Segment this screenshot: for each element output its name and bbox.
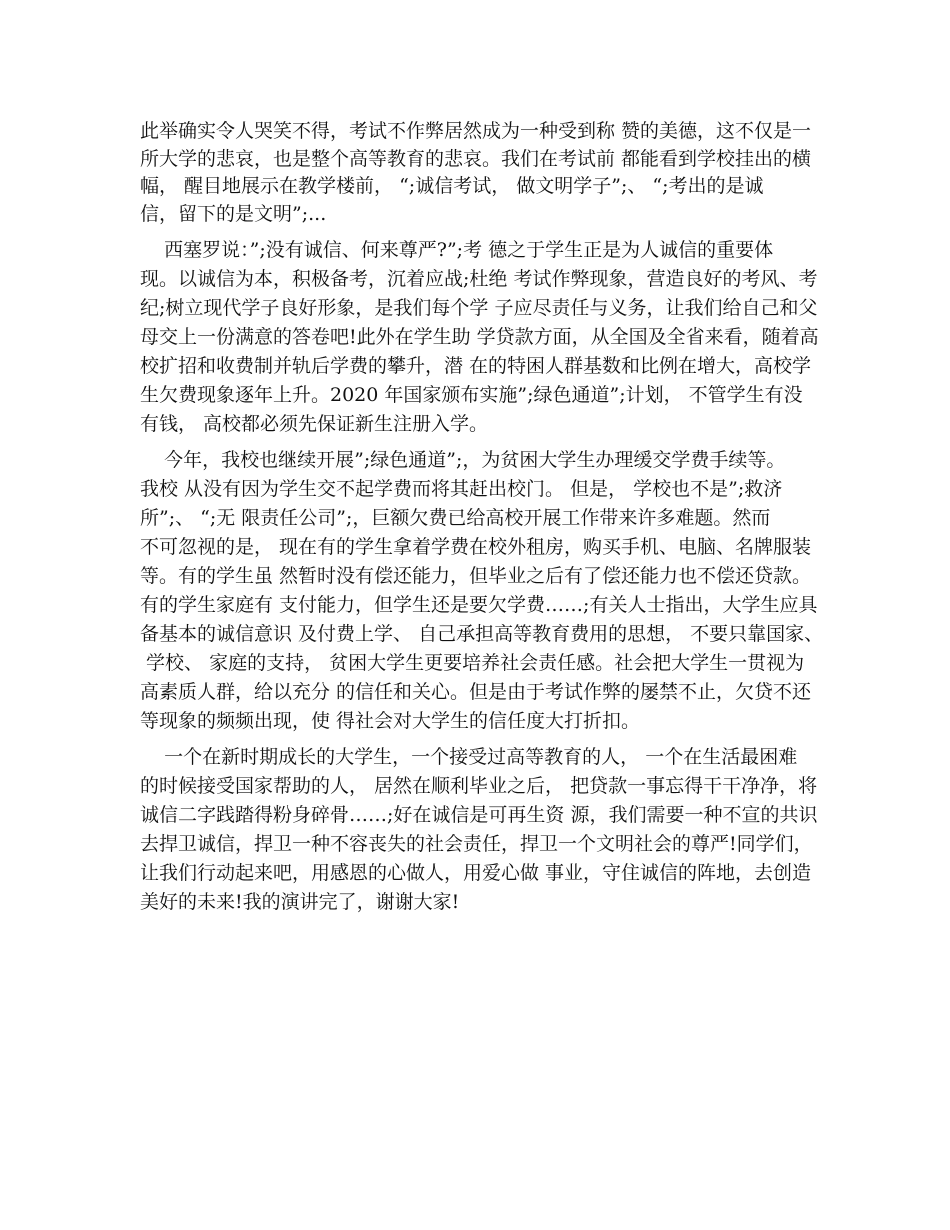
text-line: 所”;、 “;无 限责任公司”;，巨额欠费已给高校开展工作带来许多难题。然而 (140, 507, 771, 529)
text-line: 去捍卫诚信，捍卫一种不容丧失的社会责任，捍卫一个文明社会的尊严!同学们， (140, 833, 813, 855)
text-line: 学校、 家庭的支持， 贫困大学生更要培养社会责任感。社会把大学生一贯视为 (140, 652, 805, 674)
text-line: 现。以诚信为本，积极备考，沉着应战;杜绝 考试作弊现象，营造良好的考风、考 (140, 268, 818, 290)
text-line: 美好的未来!我的演讲完了，谢谢大家! (140, 891, 460, 913)
text-line: 等现象的频频出现，使 得社会对大学生的信任度大打折扣。 (140, 710, 641, 732)
text-line: 母交上一份满意的答卷吧!此外在学生助 学贷款方面，从全国及全省来看，随着高 (140, 326, 819, 348)
text-line: 等。有的学生虽 然暂时没有偿还能力，但毕业之后有了偿还能力也不偿还贷款。 (140, 565, 812, 587)
text-line: 幅， 醒目地展示在教学楼前， “;诚信考试， 做文明学子”;、 “;考出的是诚 (140, 175, 764, 197)
text-line: 让我们行动起来吧，用感恩的心做人，用爱心做 事业，守住诚信的阵地，去创造 (140, 862, 812, 884)
text-line: 高素质人群，给以充分 的信任和关心。但是由于考试作弊的屡禁不止，欠贷不还 (140, 681, 812, 703)
text-line: 一个在新时期成长的大学生，一个接受过高等教育的人， 一个在生活最困难 (140, 746, 798, 768)
text-line: 今年，我校也继续开展”;绿色通道”;，为贫困大学生办理缓交学费手续等。 (140, 449, 786, 471)
text-line: 生欠费现象逐年上升。2020 年国家颁布实施”;绿色通道”;计划， 不管学生有没 (140, 384, 803, 406)
text-line: 有钱， 高校都必须先保证新生注册入学。 (140, 413, 489, 435)
text-line: 西塞罗说：”;没有诚信、何来尊严?”;考 德之于学生正是为人诚信的重要体 (140, 239, 774, 261)
text-line: 纪;树立现代学子良好形象，是我们每个学 子应尽责任与义务，让我们给自己和父 (140, 297, 818, 319)
text-line: 此举确实令人哭笑不得，考试不作弊居然成为一种受到称 赞的美德，这不仅是一 (140, 120, 812, 142)
text-line: 有的学生家庭有 支付能力，但学生还是要欠学费……;有关人士指出，大学生应具 (140, 594, 818, 616)
text-line: 信，留下的是文明”;... (140, 203, 327, 225)
text-line: 不可忽视的是， 现在有的学生拿着学费在校外租房，购买手机、电脑、名牌服装 (140, 536, 812, 558)
text-line: 所大学的悲哀，也是整个高等教育的悲哀。我们在考试前 都能看到学校挂出的横 (140, 148, 812, 170)
text-line: 备基本的诚信意识 及付费上学、 自己承担高等教育费用的思想， 不要只靠国家、 (140, 623, 824, 645)
text-line: 的时候接受国家帮助的人， 居然在顺利毕业之后， 把贷款一事忘得干干净净，将 (140, 775, 818, 797)
text-line: 校扩招和收费制并轨后学费的攀升，潜 在的特困人群基数和比例在增大，高校学 (140, 355, 812, 377)
text-line: 诚信二字践踏得粉身碎骨……;好在诚信是可再生资 源，我们需要一种不宣的共识 (140, 804, 818, 826)
text-line: 我校 从没有因为学生交不起学费而将其赶出校门。 但是， 学校也不是”;救济 (140, 478, 783, 500)
